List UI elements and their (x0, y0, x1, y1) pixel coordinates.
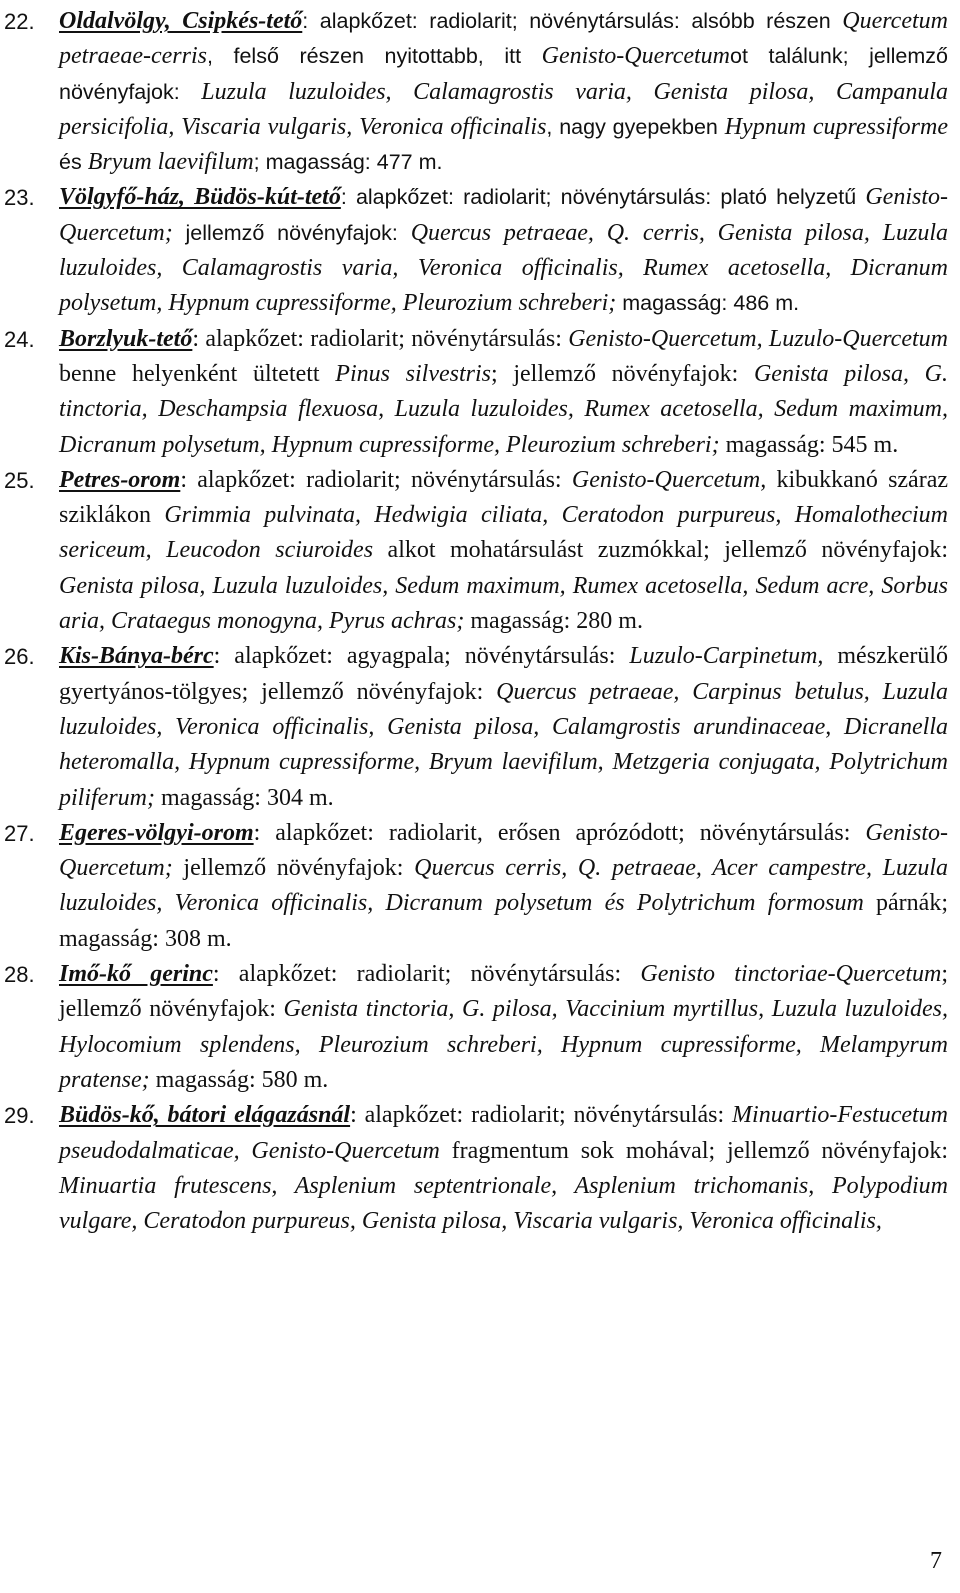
site-name: Völgyfő-ház, Büdös-kút-tető (59, 184, 341, 211)
species-text: Quercus cerris, Q. petraeae, Acer campestre, Luzula luzuloides, Veronica officinalis, Dicranum polysetum és Polytrichum formosum (59, 855, 949, 917)
description-text: és (59, 150, 88, 175)
description-text: : alapkőzet: radiolarit; növénytársulás: (192, 325, 569, 352)
species-text: Luzula luzuloides, Calamagrostis varia, Genista pilosa, Campanula persicifolia, Viscaria vulgaris, Veronica officinalis (59, 78, 948, 140)
entry-number: 25. (4, 467, 35, 493)
description-text: ; jellemző növényfajok: (59, 961, 949, 1023)
description-text: : alapkőzet: radiolarit; növénytársulás: (350, 1102, 733, 1129)
species-text: Grimmia pulvinata, Hedwigia ciliata, Ceratodon purpureus, Homalothecium sericeum, Leucodon sciuroides (59, 502, 949, 564)
description-text: magasság: 486 m. (616, 291, 800, 316)
description-text: , felső részen nyitottabb, itt (206, 44, 542, 69)
description-text: , nagy gyepekben (546, 114, 725, 139)
site-entry-25 (4, 463, 948, 639)
description-text: : alapkőzet: radiolarit; növénytársulás: (212, 961, 641, 988)
description-text: mészkerülő gyertyános-tölgyes; jellemző növényfajok: (59, 643, 948, 705)
species-text: Minuartio-Festucetum pseudodalmaticae, Genisto-Quercetum (59, 1102, 948, 1164)
description-text: kibukkanó száraz sziklákon (59, 466, 949, 529)
description-text: jellemző növényfajok: (172, 220, 411, 245)
species-text: Pinus silvestris (335, 360, 491, 387)
page-number: 7 (930, 1548, 942, 1574)
species-text: Genisto-Quercetum, (571, 466, 767, 493)
description-text: : alapkőzet: agyagpala; növénytársulás: (213, 643, 630, 670)
description-text: ; magasság: 477 m. (253, 150, 443, 175)
site-name: Oldalvölgy, Csipkés-tető (59, 8, 303, 34)
description-text: : alapkőzet: radiolarit; növénytársulás: plató helyzetű (340, 185, 866, 210)
site-entry-24 (4, 322, 948, 463)
species-text: Genista pilosa, G. tinctoria, Deschampsia flexuosa, Luzula luzuloides, Rumex acetosella, Sedum maximum, Dicranum polysetum, Hypnum cupressiforme, Pleurozium schreberi; (59, 360, 948, 458)
site-name: Egeres-völgyi-orom (59, 819, 254, 846)
site-name: Kis-Bánya-bérc (59, 643, 214, 670)
species-text: Genista tinctoria, G. pilosa, Vaccinium myrtillus, Luzula luzuloides, Hylocomium splendens, Pleurozium schreberi, Hypnum cupressiforme, Melampyrum pratense; (59, 996, 948, 1093)
description-text: benne helyenként ültetett (59, 360, 336, 387)
site-list (4, 4, 948, 1239)
description-text: alkot mohatársulást zuzmókkal; jellemző növényfajok: (373, 537, 949, 564)
description-text: jellemző növényfajok: (172, 855, 415, 882)
entry-number: 24. (4, 326, 35, 352)
species-text: Genisto-Quercetum; (59, 184, 948, 246)
species-text: Minuartia frutescens, Asplenium septentrionale, Asplenium trichomanis, Polypodium vulgare, Ceratodon purpureus, Genista pilosa, Viscaria vulgaris, Veronica officinalis, (59, 1172, 948, 1235)
description-text: párnák; magasság: 308 m. (59, 890, 948, 952)
entry-number: 22. (4, 9, 35, 34)
entry-number: 26. (4, 644, 35, 670)
entry-number: 23. (4, 185, 35, 211)
species-text: Genisto-Quercetum, Luzulo-Quercetum (568, 325, 948, 352)
entry-number: 29. (4, 1103, 35, 1129)
site-entry-23 (4, 180, 948, 321)
description-text: ot találunk; jellemző növényfajok: (59, 44, 948, 104)
site-name: Petres-orom (59, 466, 181, 493)
species-text: Genisto-Quercetum (541, 43, 730, 70)
description-text: ; jellemző növényfajok: (490, 360, 754, 387)
species-text: Bryum laevifilum (87, 149, 254, 176)
site-entry-22 (4, 4, 948, 180)
description-text: magasság: 545 m. (719, 431, 899, 458)
description-text: magasság: 304 m. (155, 784, 334, 811)
description-text: : alapkőzet: radiolarit; növénytársulás: (180, 466, 572, 493)
site-name: Borzlyuk-tető (59, 325, 193, 352)
site-entry-29 (4, 1098, 948, 1239)
description-text: magasság: 580 m. (149, 1066, 329, 1093)
site-name: Büdös-kő, bátori elágazásnál (59, 1102, 351, 1129)
description-text: magasság: 280 m. (464, 608, 643, 635)
species-text: Hypnum cupressiforme (724, 113, 948, 140)
site-entry-27 (4, 816, 948, 957)
description-text: fragmentum sok mohával; jellemző növényfajok: (439, 1137, 949, 1164)
species-text: Genisto-Quercetum; (59, 819, 948, 882)
entry-number: 28. (4, 962, 35, 988)
species-text: Quercetum petraeae-cerris (59, 8, 948, 70)
site-name: Imő-kő gerinc (59, 961, 213, 988)
description-text: : alapkőzet: radiolarit, erősen aprózódott; növénytársulás: (253, 819, 866, 846)
species-text: Genista pilosa, Luzula luzuloides, Sedum maximum, Rumex acetosella, Sedum acre, Sorbus aria, Crataegus monogyna, Pyrus achras; (59, 572, 948, 635)
site-entry-26 (4, 639, 948, 815)
species-text: Quercus petraeae, Carpinus betulus, Luzula luzuloides, Veronica officinalis, Genista pilosa, Calamgrostis arundinaceae, Dicranella heteromalla, Hypnum cupressiforme, Bryum laevifilum, Metzgeria conjugata, Polytrichum piliferum; (59, 678, 948, 811)
species-text: Quercus petraeae, Q. cerris, Genista pilosa, Luzula luzuloides, Calamagrostis varia, Veronica officinalis, Rumex acetosella, Dicranum polysetum, Hypnum cupressiforme, Pleurozium schreberi; (59, 219, 948, 317)
species-text: Luzulo-Carpinetum, (629, 643, 824, 670)
entry-number: 27. (4, 820, 35, 846)
species-text: Genisto tinctoriae-Quercetum (640, 961, 942, 988)
site-entry-28 (4, 957, 948, 1098)
description-text: : alapkőzet: radiolarit; növénytársulás: alsóbb részen (302, 9, 843, 33)
